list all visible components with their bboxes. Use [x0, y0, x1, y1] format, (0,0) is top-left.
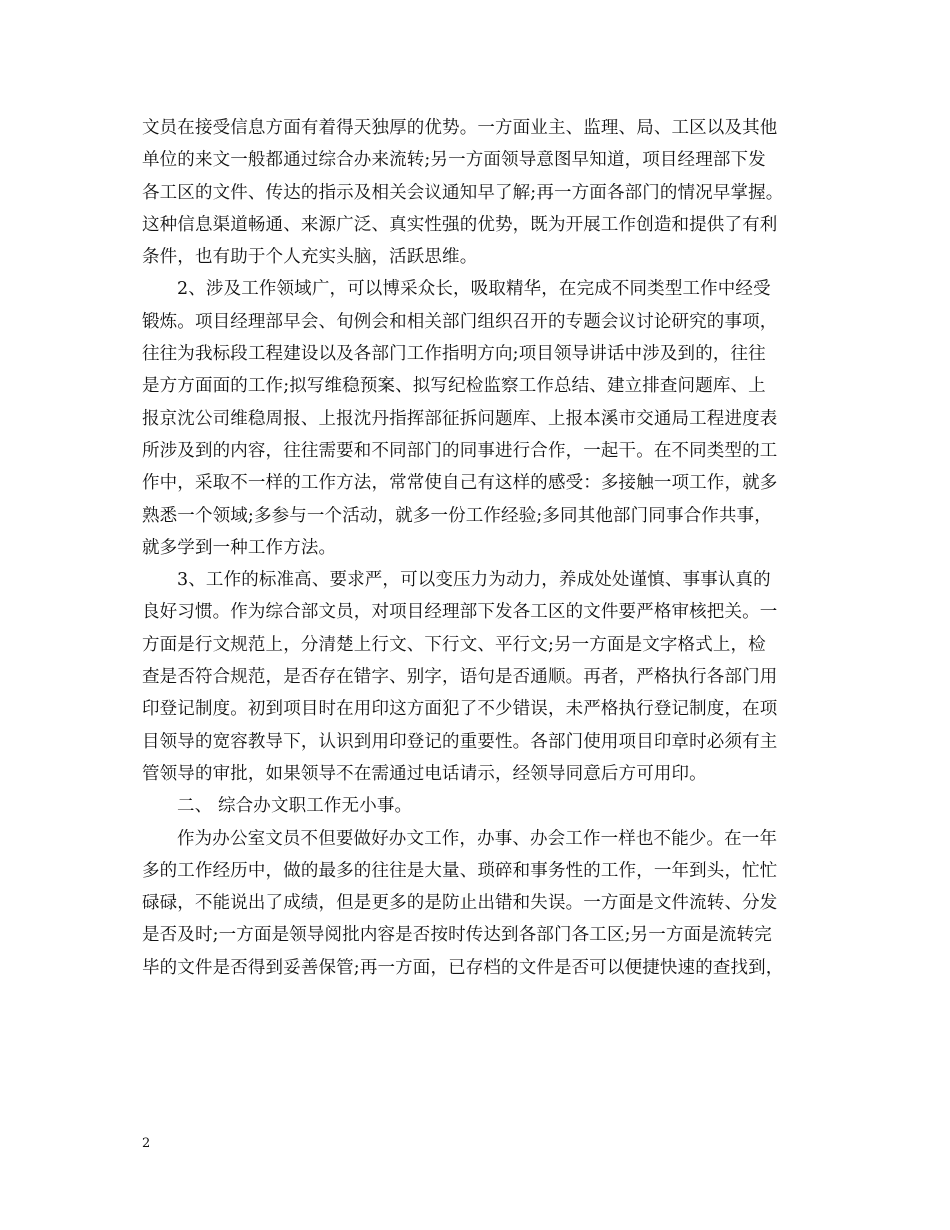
text-line-25: 碌碌，不能说出了成绩，但是更多的是防止出错和失误。一方面是文件流转、分发	[142, 893, 778, 914]
text-line-20: 目领导的宽容教导下，认识到用印登记的重要性。各部门使用项目印章时必须有主	[142, 731, 778, 752]
text-line-13: 熟悉一个领域;多参与一个活动，就多一份工作经验;多同其他部门同事合作共事，	[142, 505, 772, 526]
text-line-10: 报京沈公司维稳周报、上报沈丹指挥部征拆问题库、上报本溪市交通局工程进度表	[142, 408, 778, 429]
text-line-1: 文员在接受信息方面有着得天独厚的优势。一方面业主、监理、局、工区以及其他	[142, 118, 778, 138]
text-line-21: 管领导的审批，如果领导不在需通过电话请示，经领导同意后方可用印。	[142, 763, 707, 784]
page-number: 2	[142, 1136, 151, 1151]
text-line-14: 就多学到一种工作方法。	[142, 537, 337, 558]
text-line-5: 条件，也有助于个人充实头脑，活跃思维。	[142, 247, 478, 268]
text-line-19: 印登记制度。初到项目时在用印这方面犯了不少错误，未严格执行登记制度，在项	[142, 699, 778, 720]
text-line-27: 毕的文件是否得到妥善保管;再一方面，已存档的文件是否可以便捷快速的查找到，	[142, 957, 784, 978]
text-line-23: 作为办公室文员不但要做好办文工作，办事、办会工作一样也不能少。在一年	[177, 828, 778, 849]
text-line-7: 锻炼。项目经理部早会、旬例会和相关部门组织召开的专题会议讨论研究的事项，	[142, 311, 778, 332]
text-line-26: 是否及时;一方面是领导阅批内容是否按时传达到各部门各工区;另一方面是流转完	[142, 925, 772, 946]
text-line-8: 往往为我标段工程建设以及各部门工作指明方向;项目领导讲话中涉及到的，往往	[142, 344, 766, 365]
text-line-16: 良好习惯。作为综合部文员，对项目经理部下发各工区的文件要严格审核把关。一	[142, 602, 778, 623]
body-text	[142, 112, 812, 984]
text-line-18: 查是否符合规范，是否存在错字、别字，语句是否通顺。再者，严格执行各部门用	[142, 667, 778, 688]
text-line-4: 这种信息渠道畅通、来源广泛、真实性强的优势，既为开展工作创造和提供了有利	[142, 214, 778, 235]
text-line-6: 2、涉及工作领域广，可以博采众长，吸取精华，在完成不同类型工作中经受	[177, 279, 771, 300]
text-line-2: 单位的来文一般都通过综合办来流转;另一方面领导意图早知道，项目经理部下发	[142, 150, 766, 171]
text-line-12: 作中，采取不一样的工作方法，常常使自己有这样的感受：多接触一项工作，就多	[142, 473, 778, 494]
text-line-17: 方面是行文规范上，分清楚上行文、下行文、平行文;另一方面是文字格式上，检	[142, 634, 766, 655]
text-line-9: 是方方面面的工作;拟写维稳预案、拟写纪检监察工作总结、建立排查问题库、上	[142, 376, 766, 397]
text-line-15: 3、工作的标准高、要求严，可以变压力为动力，养成处处谨慎、事事认真的	[177, 570, 771, 591]
section-heading: 二、 综合办文职工作无小事。	[177, 796, 413, 817]
text-line-3: 各工区的文件、传达的指示及相关会议通知早了解;再一方面各部门的情况早掌握。	[142, 182, 784, 203]
text-line-24: 多的工作经历中，做的最多的往往是大量、琐碎和事务性的工作，一年到头，忙忙	[142, 860, 778, 881]
text-line-11: 所涉及到的内容，往往需要和不同部门的同事进行合作，一起干。在不同类型的工	[142, 440, 778, 461]
